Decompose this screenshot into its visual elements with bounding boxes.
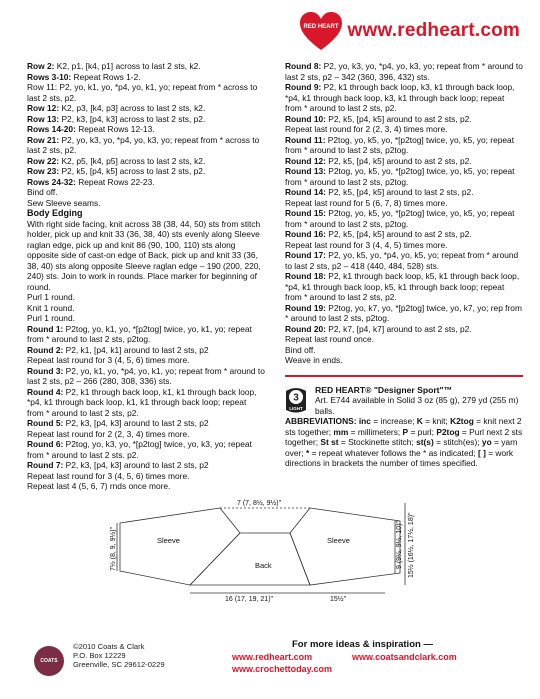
yarn-name: RED HEART® "Designer Sport"™ bbox=[315, 384, 453, 395]
instruction-line: Bind off. bbox=[27, 187, 58, 197]
instruction-line: Round 6: P2tog, yo, k3, yo, *[p2tog] twice, yo, k3, yo; repeat from * around to last 2 sts. p2. bbox=[27, 439, 252, 460]
instruction-line: Round 12: P2, k5, [p4, k5] around to ast 2 sts, p2. bbox=[285, 155, 472, 166]
instruction-line: Rows 24-32: Repeat Rows 22-23. bbox=[27, 176, 155, 187]
sleeve-left-shape bbox=[120, 508, 240, 585]
sleeve-right-shape bbox=[290, 508, 400, 585]
instruction-line: Round 1: P2tog, yo, k1, yo, *[p2tog] twice, yo, k1, yo; repeat from * around to last 2 sts, p2tog. bbox=[27, 323, 252, 344]
instruction-line: Round 11: P2tog, yo, k5, yo, *[p2tog] twice, yo, k5, yo; repeat from * around to last 2 sts, p2tog. bbox=[285, 134, 515, 155]
instruction-line: Round 19: P2tog, yo, k7, yo, *[p2tog] twice, yo, k7, yo; rep from * around to last 2 sts, p2tog. bbox=[285, 302, 522, 323]
instruction-line: Row 23: P2, k5, [p4, k5] across to last 2 sts, p2. bbox=[27, 166, 206, 176]
instruction-line: Repeat last round for 3 (4, 5, 6) times more. bbox=[27, 355, 190, 365]
sleeve-right-label: Sleeve bbox=[327, 536, 350, 545]
top-dimension: 7 (7, 8½, 9½)" bbox=[237, 500, 282, 507]
svg-text:LIGHT: LIGHT bbox=[289, 405, 303, 411]
svg-text:3: 3 bbox=[293, 392, 299, 403]
instruction-line: Round 18: P2, k1 through back loop, k5, k1 through back loop, *p4, k1 through back loop, k5, k1 through back loop; repeat from * around to last 2 sts, p2. bbox=[285, 271, 520, 302]
yarn-info bbox=[285, 375, 523, 417]
instruction-line: Repeat last round for 3 (4, 4, 5) times more. bbox=[285, 239, 448, 250]
right-inner-dimension: 9 (9½, 9½, 10)" bbox=[396, 520, 403, 569]
instruction-line: Repeat last round for 5 (6, 7, 8) times more. bbox=[285, 197, 448, 208]
instruction-line: Weave in ends. bbox=[285, 355, 343, 365]
bottom-left-dimension: 16 (17, 19, 21)" bbox=[225, 596, 274, 603]
red-heart-logo bbox=[298, 10, 344, 52]
instruction-line: Round 7: P2, k3, [p4, k3] around to last 2 sts, p2 bbox=[27, 460, 209, 470]
instruction-line: Row 12: K2, p3, [k4, p3] across to last 2 sts, k2. bbox=[27, 103, 206, 113]
instruction-line: Round 2: P2, k1, [p4, k1] around to last 2 sts, p2 bbox=[27, 344, 209, 355]
right-column bbox=[285, 61, 523, 469]
instruction-line: Row 13: P2, k3, [p4, k3] across to last 2 sts, p2. bbox=[27, 113, 206, 124]
instruction-line: Round 9: P2, k1 through back loop, k3, k1 through back loop, *p4, k1 through back loop, k3, k1 through back loop; repeat from * around to last 2 sts, p2. bbox=[285, 82, 515, 113]
back-label: Back bbox=[255, 561, 272, 570]
instruction-line: Round 16: P2, k5, [p4, k5] around to ast 2 sts, p2. bbox=[285, 229, 472, 239]
abbreviations: ABBREVIATIONS: inc = increase; K = knit; K2tog = knit next 2 sts together; mm = millimeters; P = purl; P2tog = Purl next 2 sts together; St st = Stockinette stitch; st(s) = stitch(es); yo = yarn over; * = repeat whatever follows the * as indicated; [ ] = work directions in brackets the number of times specified. bbox=[285, 416, 523, 468]
instruction-line: Purl 1 round. bbox=[27, 313, 75, 323]
yarn-details: Art. E744 available in Solid 3 oz (85 g), 279 yd (255 m) balls. bbox=[315, 395, 519, 416]
instruction-line: Round 13: P2tog, yo, k5, yo, *[p2tog] twice, yo, k5, yo; repeat from * around to last 2 sts, p2tog. bbox=[285, 166, 515, 187]
coats-logo: COATS bbox=[34, 646, 64, 676]
instruction-line: Row 21: P2, yo, k3, yo, *p4, yo, k3, yo; repeat from * across to last 2 sts, p2. bbox=[27, 134, 260, 155]
instruction-line: Repeat last round for 2 (2, 3, 4) times more. bbox=[285, 124, 448, 134]
instruction-line: Repeat last 4 (5, 6, 7) rnds once more. bbox=[27, 481, 171, 491]
instruction-line: Round 4: P2, k1 through back loop, k1, k1 through back loop, *p4, k1 through back loop, k1, k1 through back loop; repeat from * around to last 2 sts, p2. bbox=[27, 386, 257, 418]
instruction-line: Bind off. bbox=[285, 344, 316, 355]
instruction-line: Round 3: P2, yo, k1, yo, *p4, yo, k1, yo; repeat from * around to last 2 sts, p2 – 266 (280, 308, 336) sts. bbox=[27, 365, 265, 386]
instruction-line: With right side facing, knit across 38 (38, 44, 50) sts from stitch holder, pick up and knit 33 (36, 38, 40) sts evenly along Sleeve raglan edge, pick up and knit 86 (90, 100, 110) sts along opposite side of cast-on edge of Back, pick up and knit 33 (36, 38, 40) sts along opposite Sleeve raglan edge – 190 (200, 220, 240) sts. Join to work in rounds. Place marker for beginning of round. bbox=[27, 218, 261, 292]
left-column bbox=[27, 61, 265, 492]
instruction-line: Repeat last round for 2 (2, 3, 4) times more. bbox=[27, 428, 190, 439]
instruction-line: Repeat last round once. bbox=[285, 334, 374, 344]
instruction-line: Rows 3-10: Repeat Rows 1-2. bbox=[27, 71, 141, 82]
right-outer-dimension: 15½ (16½, 17½, 18)" bbox=[408, 512, 415, 578]
link-crochettoday[interactable]: www.crochettoday.com bbox=[232, 664, 333, 674]
instruction-line: Round 5: P2, k3, [p4, k3] around to last 2 sts, p2 bbox=[27, 418, 209, 428]
schematic-diagram bbox=[110, 493, 415, 603]
instruction-line: Round 14: P2, k5, [p4, k5] around to last 2 sts, p2. bbox=[285, 187, 474, 197]
instruction-line: Row 22: K2, p5, [k4, p5] across to last 2 sts, k2. bbox=[27, 155, 206, 166]
link-redheart[interactable]: www.redheart.com bbox=[232, 652, 313, 662]
instruction-line: Round 20: P2, k7, [p4, k7] around to ast 2 sts, p2. bbox=[285, 323, 472, 334]
instruction-line: Knit 1 round. bbox=[27, 302, 75, 313]
instruction-line: Rows 14-20: Repeat Rows 12-13. bbox=[27, 124, 155, 134]
instruction-line: Round 10: P2, k5, [p4, k5] around to ast 2 sts, p2. bbox=[285, 113, 472, 124]
left-dimension: 7½ (8, 9, 9½)" bbox=[110, 526, 117, 571]
company-address: ©2010 Coats & Clark P.O. Box 12229 Greenville, SC 29612-0229 bbox=[73, 642, 165, 669]
yarn-weight-icon bbox=[285, 385, 307, 414]
page-header bbox=[298, 10, 520, 52]
section-heading: Body Edging bbox=[27, 208, 83, 218]
page-footer bbox=[0, 635, 540, 695]
instruction-line: Repeat last round for 3 (4, 5, 6) times more. bbox=[27, 470, 190, 481]
instruction-line: Row 11: P2, yo, k1, yo, *p4, yo, k1, yo; repeat from * across to last 2 sts, p2. bbox=[27, 82, 258, 103]
site-url-link[interactable]: www.redheart.com bbox=[347, 20, 520, 41]
sleeve-left-label: Sleeve bbox=[157, 536, 180, 545]
link-coatsandclark[interactable]: www.coatsandclark.com bbox=[352, 652, 457, 662]
instruction-line: Round 8: P2, yo, k3, yo, *p4, yo, k3, yo; repeat from * around to last 2 sts, p2 – 342 (360, 396, 432) sts. bbox=[285, 61, 523, 82]
footer-links bbox=[232, 651, 457, 675]
instruction-line: Sew Sleeve seams. bbox=[27, 197, 101, 208]
back-shape bbox=[190, 533, 310, 585]
bottom-right-dimension: 15½" bbox=[330, 596, 347, 603]
instruction-line: Purl 1 round. bbox=[27, 292, 75, 302]
svg-text:RED HEART: RED HEART bbox=[303, 24, 339, 30]
more-ideas-heading: For more ideas & inspiration — bbox=[292, 639, 433, 650]
instruction-line: Round 15: P2tog, yo, k5, yo, *[p2tog] twice, yo, k5, yo; repeat from * around to last 2 sts, p2tog. bbox=[285, 208, 515, 229]
instruction-line: Round 17: P2, yo, k5, yo, *p4, yo, k5, yo; repeat from * around to last 2 sts, p2 – 418 (440, 484, 528) sts. bbox=[285, 250, 519, 271]
instruction-line: Row 2: K2, p1, [k4, p1] across to last 2 sts, k2. bbox=[27, 61, 201, 71]
right-instructions bbox=[285, 61, 523, 366]
